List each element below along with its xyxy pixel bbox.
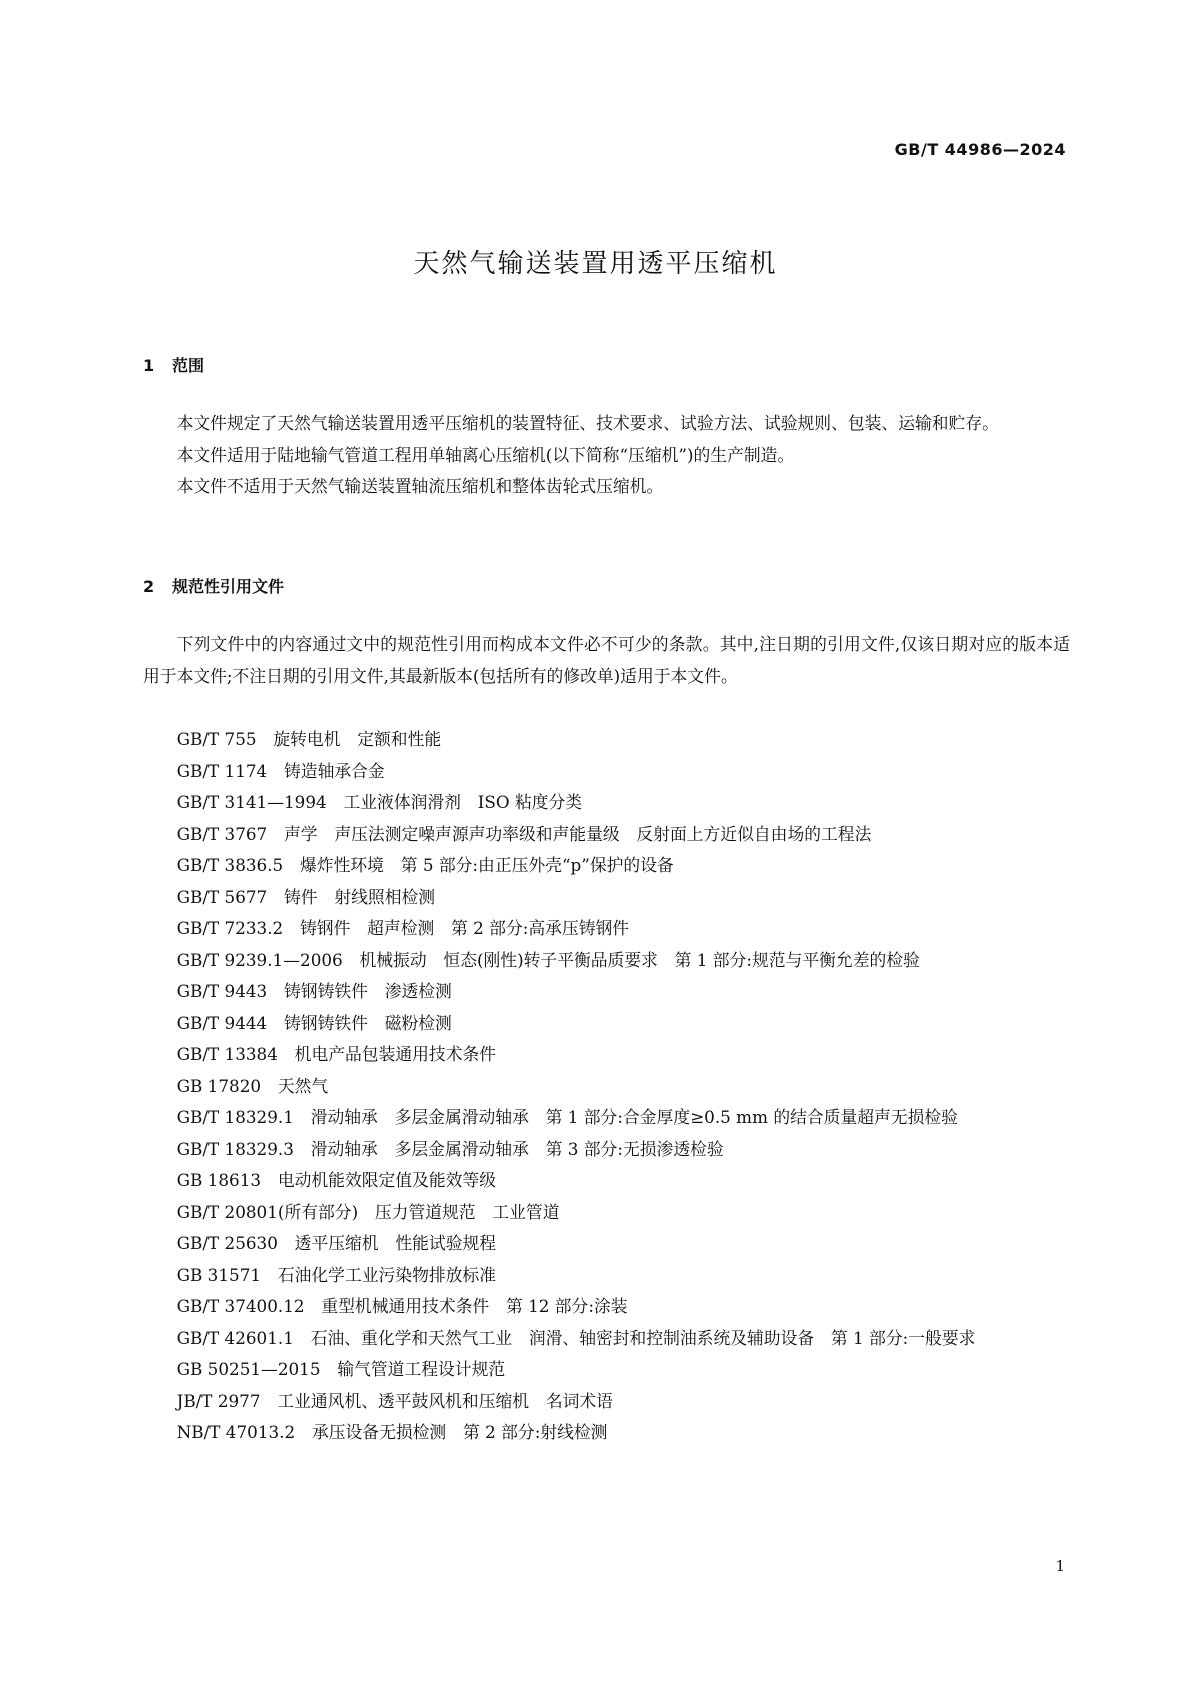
reference-list xyxy=(143,724,1070,1449)
reference-item: GB/T 3141—1994 工业液体润滑剂 ISO 粘度分类 xyxy=(176,792,583,812)
reference-item: GB/T 18329.1 滑动轴承 多层金属滑动轴承 第 1 部分:合金厚度≥0.5 mm 的结合质量超声无损检验 xyxy=(176,1107,958,1127)
paragraph: 本文件规定了天然气输送装置用透平压缩机的装置特征、技术要求、试验方法、试验规则、包装、运输和贮存。 xyxy=(176,413,999,433)
paragraph: 本文件适用于陆地输气管道工程用单轴离心压缩机(以下简称“压缩机”)的生产制造。 xyxy=(176,444,795,465)
paragraph: 本文件不适用于天然气输送装置轴流压缩机和整体齿轮式压缩机。 xyxy=(176,476,664,496)
reference-item: GB/T 755 旋转电机 定额和性能 xyxy=(176,729,442,749)
document-title: 天然气输送装置用透平压缩机 xyxy=(413,249,778,279)
reference-item: GB/T 7233.2 铸钢件 超声检测 第 2 部分:高承压铸钢件 xyxy=(176,918,630,938)
section-heading-scope xyxy=(143,353,204,376)
reference-item: GB/T 9239.1—2006 机械振动 恒态(刚性)转子平衡品质要求 第 1 部分:规范与平衡允差的检验 xyxy=(176,949,920,970)
reference-item: GB/T 9443 铸钢铸铁件 渗透检测 xyxy=(176,981,452,1001)
reference-item: GB/T 3767 声学 声压法测定噪声源声功率级和声能量级 反射面上方近似自由场的工程法 xyxy=(176,823,872,844)
reference-item: GB/T 37400.12 重型机械通用技术条件 第 12 部分:涂装 xyxy=(176,1296,628,1316)
section-number: 2 xyxy=(143,577,155,596)
reference-item: GB/T 3836.5 爆炸性环境 第 5 部分:由正压外壳“p”保护的设备 xyxy=(176,855,674,875)
reference-item: GB/T 13384 机电产品包装通用技术条件 xyxy=(176,1044,497,1064)
scope-body xyxy=(143,408,1070,503)
reference-item: GB/T 42601.1 石油、重化学和天然气工业 润滑、轴密封和控制油系统及辅助设备 第 1 部分:一般要求 xyxy=(176,1327,976,1348)
reference-item: GB/T 9444 铸钢铸铁件 磁粉检测 xyxy=(176,1012,452,1033)
reference-item: GB 17820 天然气 xyxy=(176,1075,329,1096)
references-intro xyxy=(143,629,1070,692)
section-number: 1 xyxy=(143,356,155,375)
section-heading-normative-references xyxy=(143,574,284,597)
reference-item: GB 31571 石油化学工业污染物排放标准 xyxy=(176,1264,496,1285)
reference-item: GB 18613 电动机能效限定值及能效等级 xyxy=(176,1170,496,1190)
reference-item: GB/T 20801(所有部分) 压力管道规范 工业管道 xyxy=(176,1201,560,1222)
reference-item: GB/T 1174 铸造轴承合金 xyxy=(176,760,385,781)
reference-item: GB 50251—2015 输气管道工程设计规范 xyxy=(176,1359,506,1379)
paragraph: 下列文件中的内容通过文中的规范性引用而构成本文件必不可少的条款。其中,注日期的引用文件,仅该日期对应的版本适用于本文件;不注日期的引用文件,其最新版本(包括所有的修改单)适用于本文件。 xyxy=(143,634,1070,686)
reference-item: JB/T 2977 工业通风机、透平鼓风机和压缩机 名词术语 xyxy=(176,1390,613,1411)
reference-item: GB/T 5677 铸件 射线照相检测 xyxy=(176,886,436,907)
section-title: 规范性引用文件 xyxy=(172,577,285,596)
reference-item: GB/T 18329.3 滑动轴承 多层金属滑动轴承 第 3 部分:无损渗透检验 xyxy=(176,1138,724,1159)
standard-number: GB/T 44986—2024 xyxy=(894,140,1066,159)
reference-item: NB/T 47013.2 承压设备无损检测 第 2 部分:射线检测 xyxy=(176,1422,608,1442)
page-number: 1 xyxy=(1055,1557,1065,1575)
reference-item: GB/T 25630 透平压缩机 性能试验规程 xyxy=(176,1233,497,1253)
section-title: 范围 xyxy=(172,356,205,375)
